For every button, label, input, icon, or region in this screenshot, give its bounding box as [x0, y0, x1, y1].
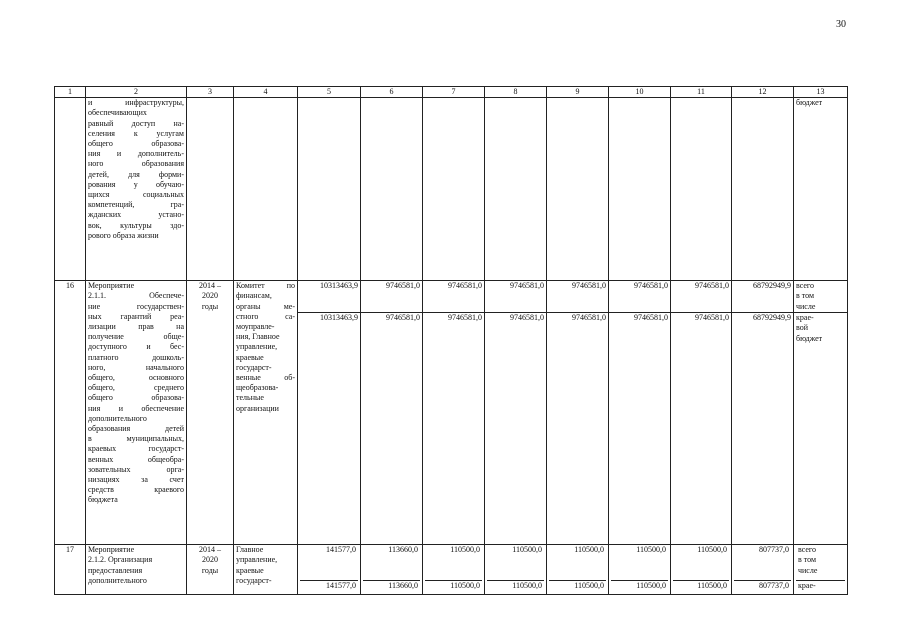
value-cell [423, 281, 485, 545]
text-line: стного са- [236, 311, 295, 321]
value-cell [298, 545, 361, 595]
budget-table [54, 86, 848, 595]
table-row-continuation [55, 98, 848, 281]
value-cell [671, 98, 732, 281]
header-cell: 10 [609, 87, 671, 98]
total-value: 9746581,0 [361, 281, 422, 313]
total-value: 113660,0 [363, 545, 420, 581]
text-line: низациях за счет [88, 475, 184, 485]
text-line: в муниципальных, [88, 434, 184, 444]
regional-value: 110500,0 [697, 581, 727, 591]
period-cell [187, 545, 234, 595]
executor-cell [234, 545, 298, 595]
text-line: краевые [236, 565, 264, 575]
text-line: платного дошколь- [88, 352, 184, 362]
value-cell [547, 281, 609, 545]
value-cell [485, 545, 547, 595]
regional-value: 110500,0 [574, 581, 604, 591]
text-line: венных общеобра- [88, 454, 184, 464]
funding-source-total [794, 281, 847, 313]
regional-value: 9746581,0 [572, 313, 606, 323]
text-line: дополнительного [88, 413, 147, 423]
funding-source-cell: бюджет [794, 98, 848, 281]
text-line: детей, для форми- [88, 169, 184, 179]
text-line: средств краевого [88, 485, 184, 495]
text-line: бюджет [796, 333, 823, 343]
text-line: рового образа жизни [88, 230, 159, 240]
total-value: 9746581,0 [671, 281, 731, 313]
total-value: 110500,0 [487, 545, 544, 581]
value-cell [485, 98, 547, 281]
text-line: 2020 [202, 555, 218, 565]
text-line: ния и обеспечение [88, 403, 184, 413]
text-line: органы ме- [236, 301, 295, 311]
text-line: ного образования [88, 159, 184, 169]
regional-value: 141577,0 [326, 581, 356, 591]
text-line: бюджета [88, 495, 118, 505]
text-line: моуправле- [236, 322, 275, 332]
text-line: ния, Главное [236, 332, 280, 342]
value-cell [732, 98, 794, 281]
header-cell: 11 [671, 87, 732, 98]
header-cell: 6 [361, 87, 423, 98]
text-line: в том [796, 291, 815, 301]
executor-cell [234, 281, 298, 545]
funding-source-regional [794, 313, 847, 344]
value-cell [609, 281, 671, 545]
value-cell [671, 281, 732, 545]
page-number: 30 [836, 19, 846, 30]
total-value: 68792949,9 [732, 281, 793, 313]
text-line: 2.1.1. Обеспече- [88, 291, 184, 301]
header-cell: 7 [423, 87, 485, 98]
total-value: 9746581,0 [423, 281, 484, 313]
text-line: числе [798, 565, 818, 575]
text-line: щеобразова- [236, 383, 279, 393]
text-line: 2014 – [199, 281, 221, 291]
text-line: венные об- [236, 373, 295, 383]
value-cell [361, 98, 423, 281]
text-line: вок, культуры здо- [88, 220, 184, 230]
text-line: и инфраструктуры, [88, 98, 184, 108]
text-line: общего образова- [88, 393, 184, 403]
regional-value: 9746581,0 [634, 313, 668, 323]
value-cell [609, 98, 671, 281]
header-row [55, 87, 848, 98]
text-line: щихся социальных [88, 190, 184, 200]
funding-source-regional [796, 581, 845, 591]
text-line: крае- [796, 313, 814, 323]
funding-source-cell [794, 281, 848, 545]
table-row-16 [55, 281, 848, 545]
funding-source-cell [794, 545, 848, 595]
funding-source-total [796, 545, 845, 581]
measure-description [86, 281, 187, 545]
regional-value: 68792949,9 [753, 313, 791, 323]
text-line: Комитет по [236, 281, 295, 291]
text-line: годы [201, 301, 219, 311]
text-line: 2014 – [199, 545, 221, 555]
text-line: общего, среднего [88, 383, 184, 393]
text-line: рования у обучаю- [88, 179, 184, 189]
row-number-cell [55, 98, 86, 281]
text-line: Мероприятие [88, 281, 135, 291]
text-line: 2020 [202, 291, 218, 301]
value-cell [298, 98, 361, 281]
measure-description [86, 98, 187, 281]
text-line: всего [796, 281, 815, 291]
text-line: зовательных орга- [88, 464, 184, 474]
text-line: Мероприятие [88, 545, 135, 555]
value-cell [423, 98, 485, 281]
executor-cell [234, 98, 298, 281]
regional-value: 10313463,9 [320, 313, 358, 323]
text-line: тельные [236, 393, 264, 403]
regional-value: 110500,0 [450, 581, 480, 591]
header-cell: 8 [485, 87, 547, 98]
text-line: государст- [236, 575, 272, 585]
text-line: компетенций, гра- [88, 200, 184, 210]
measure-description [86, 545, 187, 595]
text-line: жданских устано- [88, 210, 184, 220]
total-value: 10313463,9 [298, 281, 360, 313]
text-line: Главное [236, 545, 264, 555]
text-line: в том [798, 555, 817, 565]
value-cell [547, 98, 609, 281]
header-cell: 9 [547, 87, 609, 98]
text-line: предоставления [88, 565, 143, 575]
text-line: обеспечивающих [88, 108, 147, 118]
value-cell [547, 545, 609, 595]
text-line: равный доступ на- [88, 118, 184, 128]
value-cell [609, 545, 671, 595]
text-line: управление, [236, 342, 278, 352]
text-line: числе [796, 301, 816, 311]
total-value: 110500,0 [549, 545, 606, 581]
text-line: годы [201, 565, 219, 575]
regional-value: 9746581,0 [510, 313, 544, 323]
header-cell: 3 [187, 87, 234, 98]
total-value: 110500,0 [673, 545, 729, 581]
total-value: 807737,0 [734, 545, 791, 581]
value-cell [361, 281, 423, 545]
text-line: ния и дополнитель- [88, 149, 184, 159]
text-line: получение обще- [88, 332, 184, 342]
value-cell [485, 281, 547, 545]
text-line: ние государствен- [88, 301, 184, 311]
text-line: общего образова- [88, 139, 184, 149]
header-cell: 12 [732, 87, 794, 98]
text-line: всего [798, 545, 817, 555]
row-number-cell: 16 [55, 281, 86, 545]
text-line: селения к услугам [88, 128, 184, 138]
total-value: 110500,0 [425, 545, 482, 581]
value-cell [732, 281, 794, 545]
total-value: 9746581,0 [609, 281, 670, 313]
text-line: ного, начального [88, 362, 184, 372]
regional-value: 110500,0 [636, 581, 666, 591]
text-line: дополнительного [88, 575, 147, 585]
header-cell: 1 [55, 87, 86, 98]
value-cell [361, 545, 423, 595]
header-cell: 13 [794, 87, 848, 98]
value-cell [732, 545, 794, 595]
text-line: краевых государст- [88, 444, 184, 454]
text-line: доступного и бес- [88, 342, 184, 352]
regional-value: 9746581,0 [448, 313, 482, 323]
regional-value: 807737,0 [759, 581, 789, 591]
text-line: общего, основного [88, 373, 184, 383]
text-line: организации [236, 403, 279, 413]
text-line: крае- [798, 581, 816, 591]
text-line: вой [796, 323, 809, 333]
value-cell [671, 545, 732, 595]
text-line: краевые [236, 352, 264, 362]
row-number-cell: 17 [55, 545, 86, 595]
regional-value: 9746581,0 [695, 313, 729, 323]
regional-value: 113660,0 [388, 581, 418, 591]
table-row-17 [55, 545, 848, 595]
header-cell: 2 [86, 87, 187, 98]
text-line: управление, [236, 555, 278, 565]
total-value: 9746581,0 [547, 281, 608, 313]
text-line: лизации прав на [88, 322, 184, 332]
regional-value: 110500,0 [512, 581, 542, 591]
period-cell [187, 281, 234, 545]
total-value: 110500,0 [611, 545, 668, 581]
text-line: образования детей [88, 424, 184, 434]
regional-value: 9746581,0 [386, 313, 420, 323]
text-line: финансам, [236, 291, 272, 301]
total-value: 141577,0 [300, 545, 358, 581]
value-cell [298, 281, 361, 545]
header-cell: 5 [298, 87, 361, 98]
period-cell [187, 98, 234, 281]
text-line: 2.1.2. Организация [88, 555, 153, 565]
text-line: ных гарантий реа- [88, 311, 184, 321]
text-line: государст- [236, 362, 272, 372]
value-cell [423, 545, 485, 595]
total-value: 9746581,0 [485, 281, 546, 313]
header-cell: 4 [234, 87, 298, 98]
